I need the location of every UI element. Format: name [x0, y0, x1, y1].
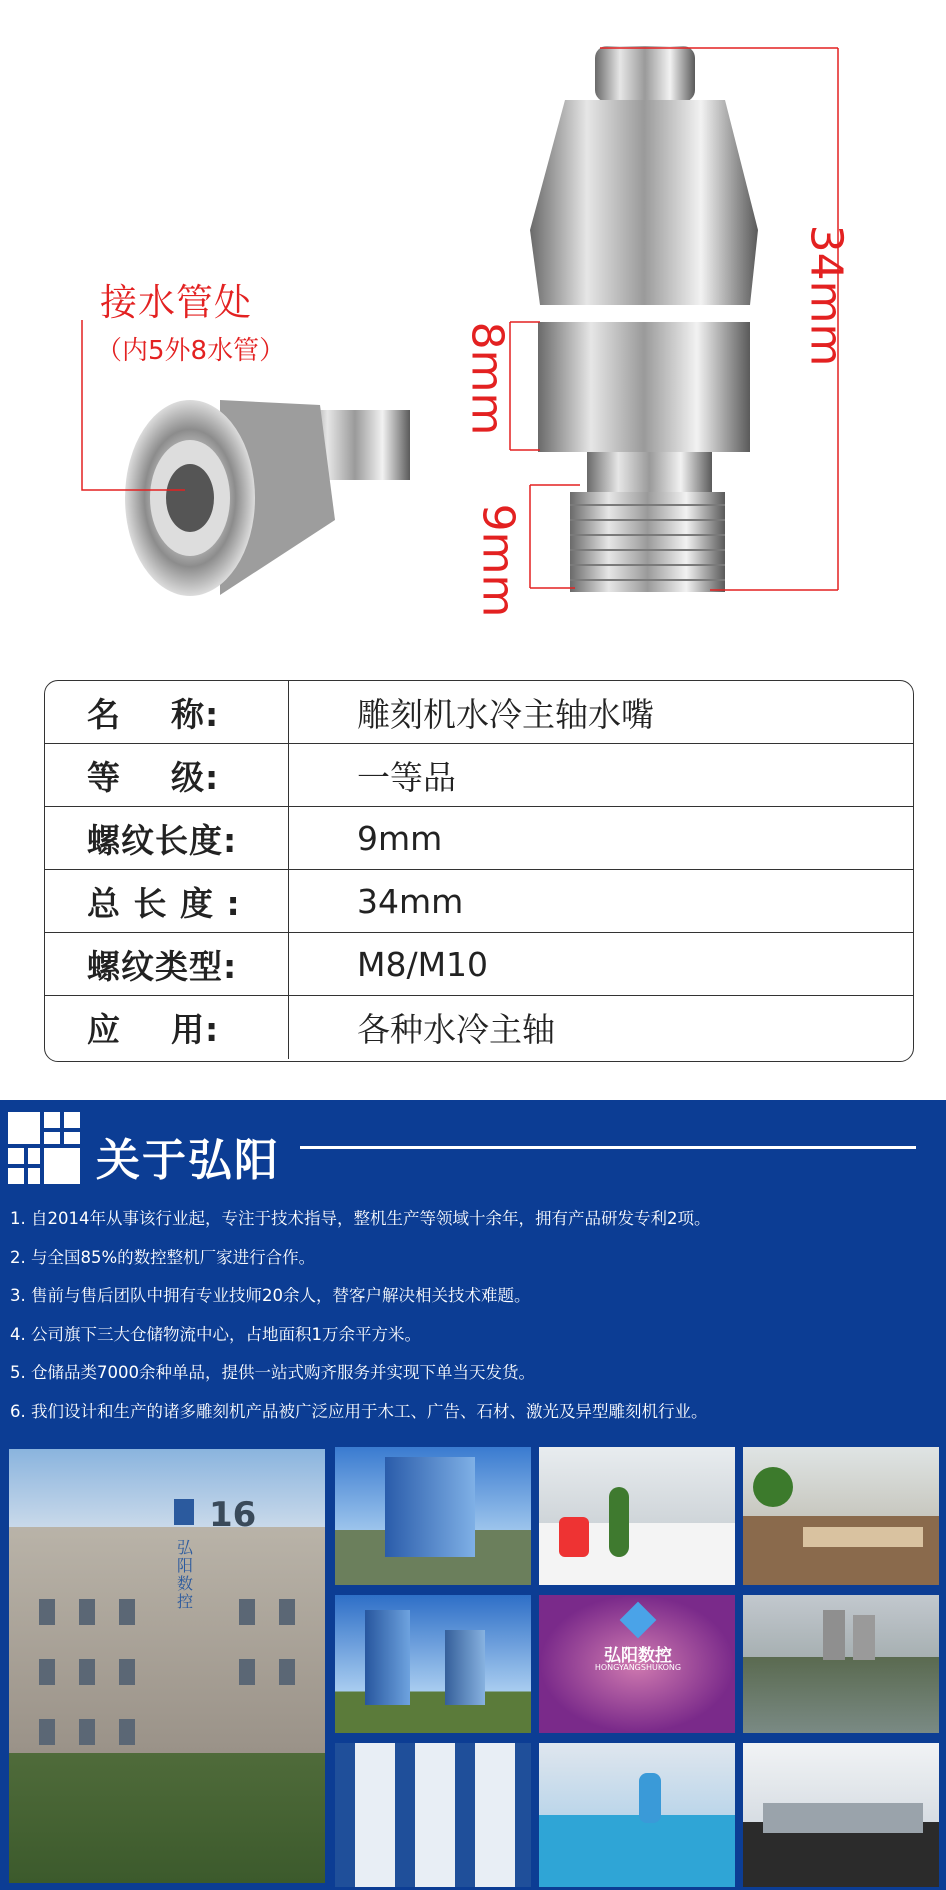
spec-key: 螺纹类型: [45, 933, 289, 995]
spec-value: 34mm [357, 881, 464, 921]
photo-workspace [742, 1446, 940, 1586]
spec-row [45, 996, 913, 1059]
building-sign: 弘阳数控 [177, 1538, 194, 1611]
dimension-hex-length: 8mm [461, 321, 513, 436]
spec-row [45, 807, 913, 870]
spec-row [45, 870, 913, 933]
spec-value: 雕刻机水冷主轴水嘴 [357, 694, 654, 734]
logo-wall-text: 弘阳数控 [604, 1646, 672, 1666]
list-item: 4. 公司旗下三大仓储物流中心，占地面积1万余平方米。 [10, 1324, 421, 1344]
spec-key: 螺纹长度: [45, 807, 289, 869]
photo-tower [334, 1446, 532, 1586]
photo-assembly-line [538, 1742, 736, 1888]
photo-lounge [538, 1446, 736, 1586]
spec-value: 9mm [357, 818, 443, 858]
photo-warehouse [334, 1742, 532, 1888]
photo-machines [742, 1742, 940, 1888]
spec-value: M8/M10 [357, 944, 489, 984]
building-logo-icon [174, 1499, 194, 1525]
list-item: 5. 仓储品类7000余种单品，提供一站式购齐服务并实现下单当天发货。 [10, 1363, 535, 1382]
fitting-side-view [125, 400, 410, 596]
water-point-label: 接水管处 [100, 281, 252, 324]
spec-value: 各种水冷主轴 [357, 1010, 555, 1049]
about-list [10, 1200, 940, 1431]
photo-office-building [8, 1448, 326, 1884]
photo-logo-wall [538, 1594, 736, 1734]
photo-city-river [742, 1594, 940, 1734]
spec-row [45, 681, 913, 744]
grid-logo-icon [8, 1112, 80, 1184]
product-image-area [0, 0, 946, 660]
list-item: 1. 自2014年从事该行业起，专注于技术指导，整机生产等领域十余年，拥有产品研发专利2项。 [10, 1209, 711, 1228]
title-divider [300, 1146, 916, 1149]
spec-key: 名 称: [45, 681, 289, 743]
spec-row [45, 933, 913, 996]
dimension-total-length: 34mm [800, 224, 852, 367]
about-section [0, 1100, 946, 1890]
spec-table [44, 680, 914, 1062]
spec-row [45, 744, 913, 807]
fitting-front-view [530, 46, 758, 592]
list-item: 3. 售前与售后团队中拥有专业技师20余人，替客户解决相关技术难题。 [10, 1286, 531, 1305]
dimension-thread-length: 9mm [472, 503, 524, 618]
spec-key: 应 用: [45, 996, 289, 1059]
spec-key: 等 级: [45, 744, 289, 806]
logo-wall-subtext: HONGYANGSHUKONG [594, 1663, 682, 1672]
spec-value: 一等品 [357, 757, 456, 797]
about-title: 关于弘阳 [96, 1135, 280, 1186]
list-item: 6. 我们设计和生产的诸多雕刻机产品被广泛应用于木工、广告、石材、激光及异型雕刻机行业。 [10, 1401, 708, 1421]
photo-skyscrapers [334, 1594, 532, 1734]
building-number: 16 [209, 1495, 257, 1535]
spec-key: 总 长 度 : [45, 870, 289, 932]
water-point-sublabel: （内5外8水管） [96, 336, 286, 366]
brand-logo-icon [620, 1602, 657, 1639]
list-item: 2. 与全国85%的数控整机厂家进行合作。 [10, 1247, 316, 1267]
